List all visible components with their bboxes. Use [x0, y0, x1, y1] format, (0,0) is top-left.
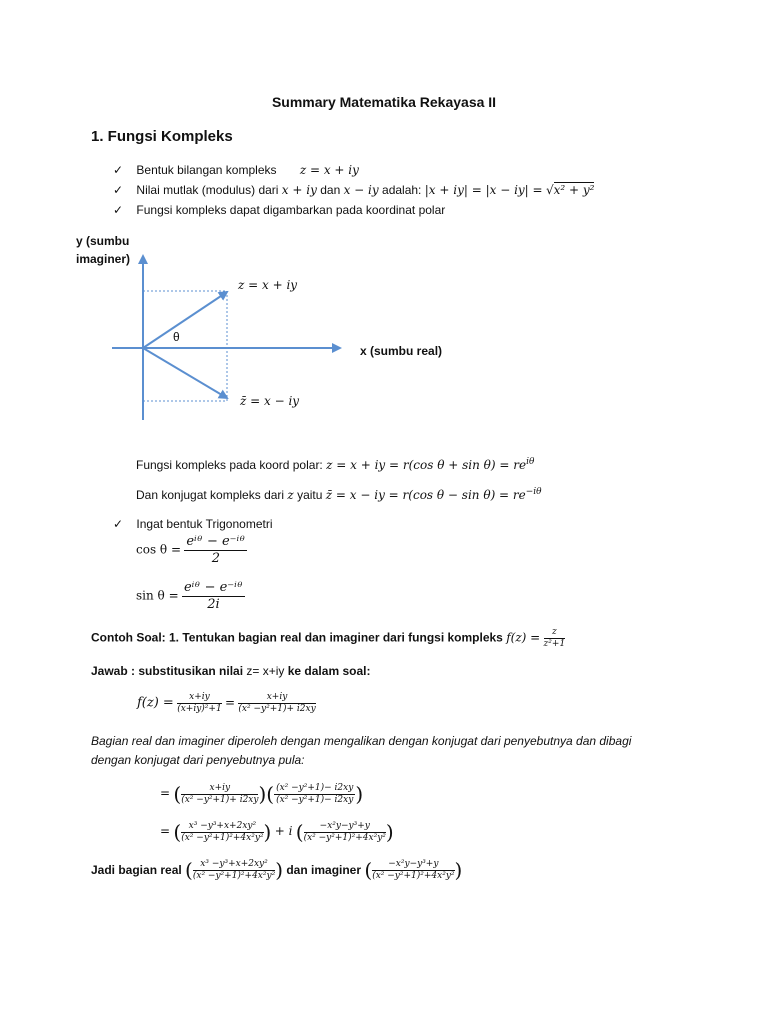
bullet-complex-form: ✓ Bentuk bilangan kompleks z = x + iy [113, 163, 359, 177]
check-icon: ✓ [113, 203, 124, 217]
z-vector [143, 292, 227, 348]
calc-step-2: = ( $\frac{\text{x³ −y³+x+2xy²}}{\text{(x² −y²+1)²+4x²y²}}$ ) + i ( $\frac{\text{−x²y−y³+y}}{\text{(x² −y²+1)²+4x²y²}}$ ) [160, 820, 394, 844]
sqrt-expression: x² + y² [553, 183, 595, 197]
polar-form-line: Fungsi kompleks pada koord polar: z = x + iy = r(cos $\theta + \sin \theta) = re^{i\theta}$ [136, 457, 535, 472]
section-heading: 1. Fungsi Kompleks [91, 128, 233, 145]
conjugate-line: Dan konjugat kompleks dari z yaitu z̄ = x − iy = r(cos $\theta - \sin \theta) = re^{-i\theta}$ [136, 487, 542, 502]
sin-formula: sin θ = eⁱᶿ − e⁻ⁱᶿ 2i [136, 580, 243, 612]
answer-intro: Jawab : substitusikan nilai z= x+iy ke dalam soal: [91, 664, 371, 678]
bullet-polar: ✓ Fungsi kompleks dapat digambarkan pada koordinat polar [113, 203, 446, 217]
bullet-trig: ✓ Ingat bentuk Trigonometri [113, 517, 273, 531]
check-icon: ✓ [113, 163, 124, 177]
y-axis-label-line1: y (sumbu [76, 234, 130, 248]
cos-denominator: 2 [211, 550, 220, 566]
sin-numerator: eⁱᶿ − e⁻ⁱᶿ [183, 580, 243, 595]
cos-numerator: eⁱᶿ − e⁻ⁱᶿ [186, 534, 246, 549]
substituted-function: f(z) = $\frac{x+iy}{\text{(x+iy)²+1}}$ = $\frac{x+iy}{\text{(x² −y²+1)+ i2xy}}$ [137, 692, 316, 714]
theta-label: θ [173, 330, 180, 344]
note-line2: dengan konjugat dari penyebutnya pula: [91, 753, 305, 767]
check-icon: ✓ [113, 517, 124, 531]
cos-formula: cos θ = eⁱᶿ − e⁻ⁱᶿ 2 [136, 534, 246, 566]
calc-step-1: = ( $\frac{x+iy}{\text{(x² −y²+1)+ i2xy}}$ )( $\frac{\text{(x² −y²+1)− i2xy}}{\text{(x² −y²+1)− i2xy}}$ ) [160, 782, 364, 806]
bullet-modulus: ✓ Nilai mutlak (modulus) dari x + iy dan x − iy adalah: |x + iy| = |x − iy| = √x² + y² [113, 183, 595, 197]
zbar-label: z̄ = x − iy [240, 394, 300, 408]
z-label: z = x + iy [238, 278, 298, 292]
sin-denominator: 2i [207, 596, 220, 612]
y-axis-label-line2: imaginer) [76, 252, 131, 266]
x-axis-label: x (sumbu real) [360, 344, 443, 358]
polar-diagram [0, 0, 768, 430]
check-icon: ✓ [113, 183, 124, 197]
page-title: Summary Matematika Rekayasa II [271, 94, 497, 110]
zbar-vector [143, 348, 227, 398]
note-line1: Bagian real dan imaginer diperoleh dengan mengalikan dengan konjugat dari penyebutnya dan dibagi [91, 734, 632, 748]
example-problem: Contoh Soal: 1. Tentukan bagian real dan imaginer dari fungsi kompleks f(z) = $\frac{z}{\text{z²+1}}$ [91, 627, 566, 649]
result-line: Jadi bagian real ( $\frac{\text{x³ −y³+x+2xy²}}{\text{(x² −y²+1)²+4x²y²}}$ ) dan imaginer ( $\frac{\text{−x²y−y³+y}}{\text{(x² −y²+1)²+4x²y²}}$ ) [91, 858, 463, 882]
